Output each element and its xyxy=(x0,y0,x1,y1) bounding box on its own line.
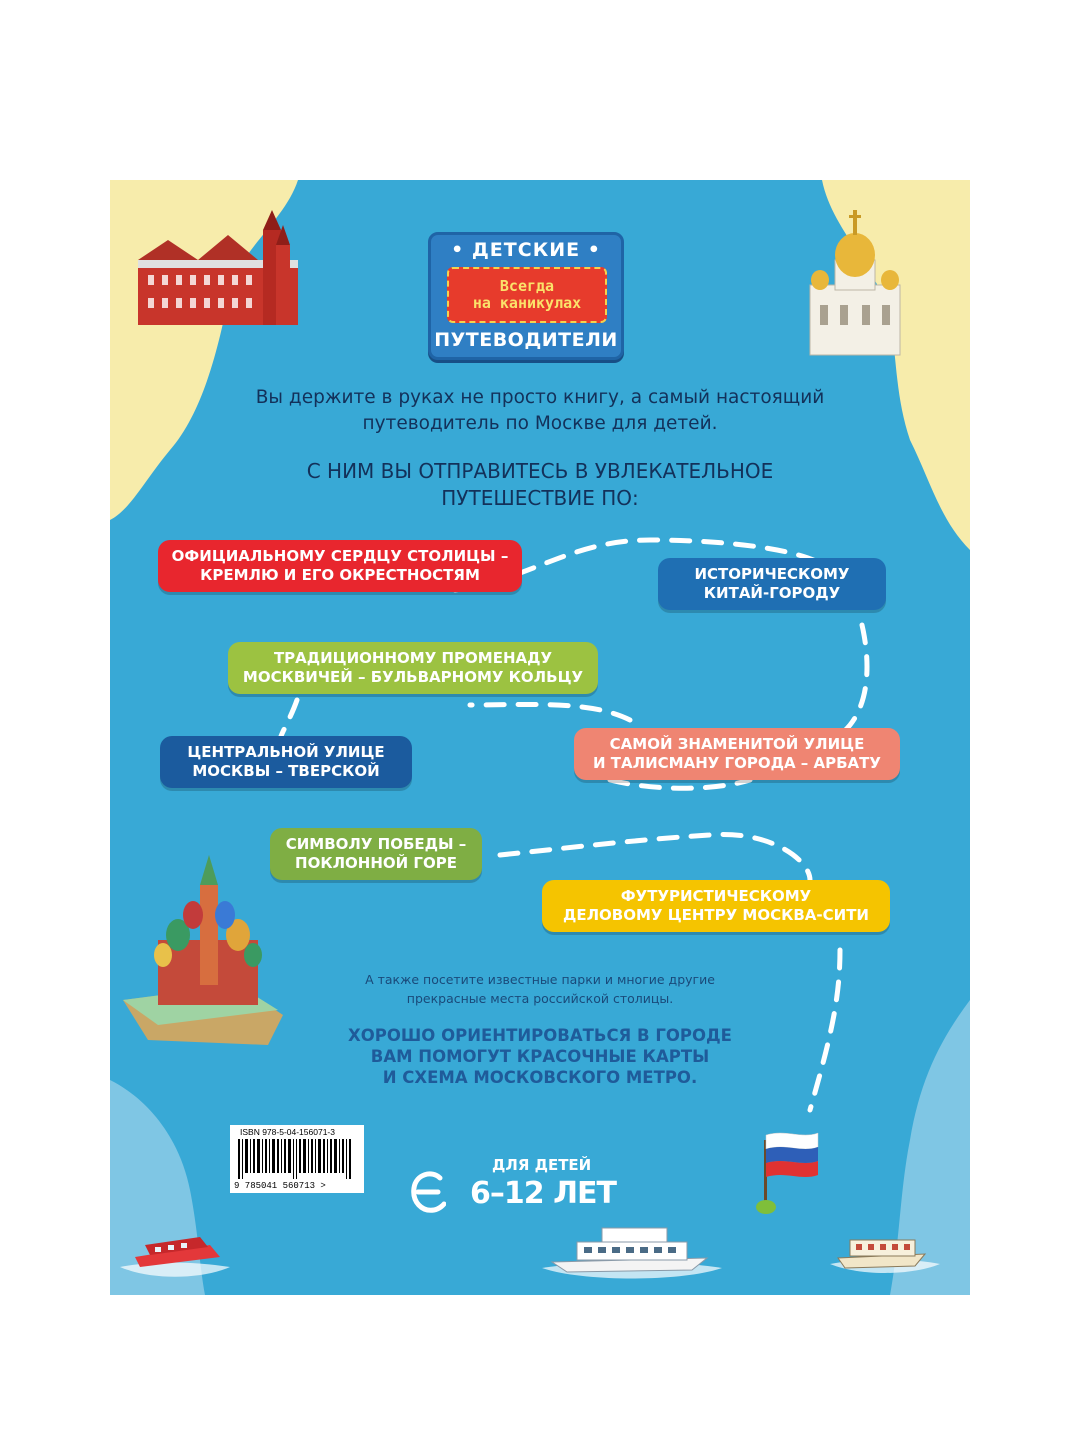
extra-line-1: А также посетите известные парки и многие другие xyxy=(365,972,715,987)
maps-note-line-2: ВАМ ПОМОГУТ КРАСОЧНЫЕ КАРТЫ xyxy=(370,1047,710,1066)
extra-places-text xyxy=(310,970,770,1008)
stop-boulevard-ring xyxy=(228,642,598,694)
maps-note xyxy=(290,1025,790,1088)
stop-kitay-gorod xyxy=(658,558,886,610)
isbn-barcode xyxy=(230,1125,364,1193)
series-slogan-line1: Всегда xyxy=(499,277,555,295)
intro-text xyxy=(210,385,870,437)
isbn-label: ISBN 978-5-04-156071-3 xyxy=(240,1127,335,1137)
route-heading-line-2: ПУТЕШЕСТВИЕ ПО: xyxy=(441,486,639,510)
stop-tverskaya-line2: МОСКВЫ – ТВЕРСКОЙ xyxy=(192,762,380,780)
publisher-logo-icon xyxy=(410,1170,446,1214)
isbn-digits: 9 785041 560713 > xyxy=(234,1181,326,1191)
extra-line-2: прекрасные места российской столицы. xyxy=(406,991,674,1006)
stop-moscow-city-line2: ДЕЛОВОМУ ЦЕНТРУ МОСКВА-СИТИ xyxy=(562,906,869,924)
stop-tverskaya-line1: ЦЕНТРАЛЬНОЙ УЛИЦЕ xyxy=(187,743,385,761)
cathedral-illustration xyxy=(800,205,910,360)
stop-arbat-line2: И ТАЛИСМАНУ ГОРОДА – АРБАТУ xyxy=(593,754,881,772)
series-title-bottom: ПУТЕВОДИТЕЛИ xyxy=(434,329,618,351)
intro-line-2: путеводитель по Москве для детей. xyxy=(362,413,718,434)
boat-illustration-left xyxy=(120,1225,230,1285)
boat-illustration-right xyxy=(830,1220,940,1280)
stop-tverskaya xyxy=(160,736,412,788)
maps-note-line-1: ХОРОШО ОРИЕНТИРОВАТЬСЯ В ГОРОДЕ xyxy=(348,1026,732,1045)
stop-boulevard-ring-line1: ТРАДИЦИОННОМУ ПРОМЕНАДУ xyxy=(273,649,553,667)
kremlin-building-illustration xyxy=(128,210,308,330)
stop-moscow-city-line1: ФУТУРИСТИЧЕСКОМУ xyxy=(620,887,812,905)
series-title-top: • ДЕТСКИЕ • xyxy=(451,239,601,261)
route-heading xyxy=(210,458,870,512)
stop-arbat-line1: САМОЙ ЗНАМЕНИТОЙ УЛИЦЕ xyxy=(609,735,865,753)
stop-arbat xyxy=(574,728,900,780)
route-heading-line-1: С НИМ ВЫ ОТПРАВИТЕСЬ В УВЛЕКАТЕЛЬНОЕ xyxy=(306,459,774,483)
st-basils-illustration xyxy=(118,855,288,1050)
age-label: ДЛЯ ДЕТЕЙ xyxy=(492,1156,592,1174)
stop-poklonnaya-line2: ПОКЛОННОЙ ГОРЕ xyxy=(295,854,457,872)
book-back-cover xyxy=(110,180,970,1295)
stop-kitay-gorod-line1: ИСТОРИЧЕСКОМУ xyxy=(694,565,850,583)
stop-kremlin-line2: КРЕМЛЮ И ЕГО ОКРЕСТНОСТЯМ xyxy=(200,566,480,584)
maps-note-line-3: И СХЕМА МОСКОВСКОГО МЕТРО. xyxy=(382,1068,698,1087)
stop-kitay-gorod-line2: КИТАЙ-ГОРОДУ xyxy=(703,584,841,602)
stop-poklonnaya xyxy=(270,828,482,880)
intro-line-1: Вы держите в руках не просто книгу, а самый настоящий xyxy=(255,387,825,408)
boat-illustration-center xyxy=(542,1220,722,1285)
russian-flag-icon xyxy=(746,1125,826,1215)
stop-poklonnaya-line1: СИМВОЛУ ПОБЕДЫ – xyxy=(285,835,467,853)
stop-kremlin xyxy=(158,540,522,592)
stop-boulevard-ring-line2: МОСКВИЧЕЙ – БУЛЬВАРНОМУ КОЛЬЦУ xyxy=(242,668,584,686)
stop-moscow-city xyxy=(542,880,890,932)
stop-kremlin-line1: ОФИЦИАЛЬНОМУ СЕРДЦУ СТОЛИЦЫ – xyxy=(171,547,509,565)
barcode-icon xyxy=(238,1139,356,1179)
age-value: 6–12 ЛЕТ xyxy=(470,1176,616,1211)
series-slogan-box xyxy=(447,267,607,323)
series-badge xyxy=(428,232,624,360)
series-slogan-line2: на каникулах xyxy=(472,294,582,312)
